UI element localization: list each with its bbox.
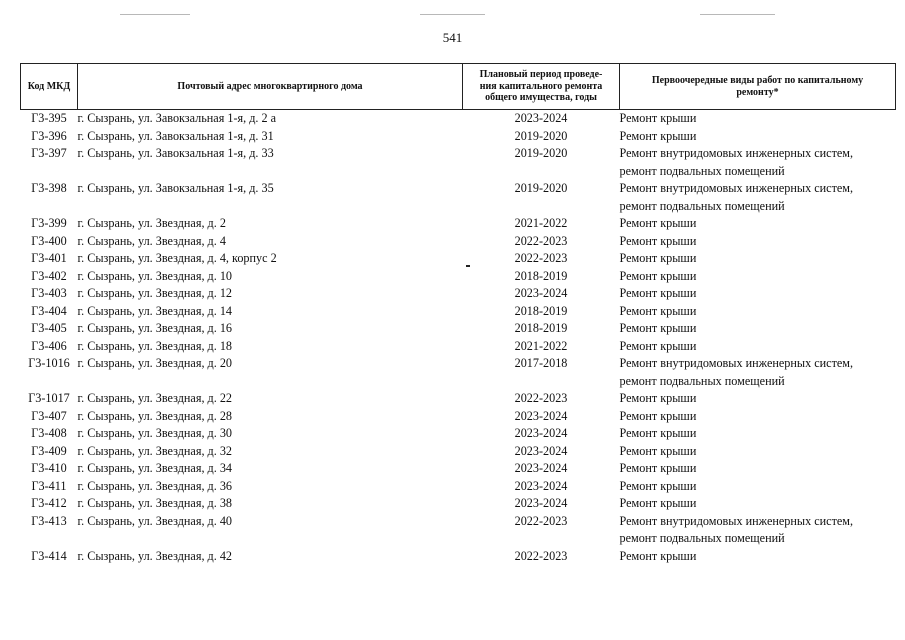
row-address: г. Сызрань, ул. Звездная, д. 38 — [77, 496, 233, 510]
row-period: 2023-2024 — [514, 461, 568, 475]
works-line: Ремонт крыши — [619, 408, 697, 423]
row-period: 2023-2024 — [514, 286, 568, 300]
row-period: 2023-2024 — [514, 426, 568, 440]
row-period: 2023-2024 — [514, 408, 568, 423]
row-works — [620, 425, 896, 443]
row-code: Г3-403 — [31, 286, 67, 300]
works-line: Ремонт внутридомовых инженерных систем, — [619, 181, 854, 195]
row-works — [620, 320, 896, 338]
header-works-line: ремонту* — [736, 86, 779, 98]
works-line: Ремонт крыши — [619, 321, 697, 335]
row-period: 2022-2023 — [514, 513, 568, 528]
scan-artifact — [700, 14, 775, 15]
row-period: 2022-2023 — [514, 548, 568, 563]
row-period: 2023-2024 — [514, 443, 568, 458]
row-period: 2023-2024 — [514, 111, 568, 125]
table-row — [21, 408, 896, 426]
row-works — [620, 408, 896, 426]
row-address: г. Сызрань, ул. Звездная, д. 10 — [77, 268, 233, 283]
table-row — [21, 443, 896, 461]
row-code: Г3-396 — [31, 128, 67, 143]
works-line: ремонт подвальных помещений — [619, 163, 785, 178]
row-period: 2022-2023 — [514, 233, 568, 248]
works-line: Ремонт крыши — [619, 286, 697, 300]
works-line: Ремонт крыши — [619, 478, 697, 493]
row-works — [620, 338, 896, 356]
row-address: г. Сызрань, ул. Звездная, д. 42 — [77, 548, 233, 563]
row-code: Г3-402 — [31, 268, 67, 283]
row-address: г. Сызрань, ул. Звездная, д. 34 — [77, 461, 233, 475]
row-works — [620, 355, 896, 390]
works-line: ремонт подвальных помещений — [619, 373, 785, 388]
row-code: Г3-395 — [31, 111, 67, 125]
works-line: Ремонт внутридомовых инженерных систем, — [619, 356, 854, 370]
works-line: Ремонт крыши — [619, 251, 697, 265]
row-works — [620, 128, 896, 146]
table-row — [21, 390, 896, 408]
row-works — [620, 110, 896, 128]
table-row — [21, 215, 896, 233]
row-address: г. Сызрань, ул. Звездная, д. 12 — [77, 286, 233, 300]
row-code: Г3-414 — [31, 548, 67, 563]
row-address: г. Сызрань, ул. Завокзальная 1-я, д. 2 а — [77, 111, 277, 125]
repair-schedule-table — [20, 63, 896, 565]
row-code: Г3-411 — [31, 478, 67, 493]
table-row — [21, 548, 896, 566]
works-line: ремонт подвальных помещений — [619, 531, 785, 545]
works-line: Ремонт крыши — [619, 443, 697, 458]
works-line: ремонт подвальных помещений — [619, 198, 785, 213]
row-works — [620, 495, 896, 513]
row-code: Г3-406 — [31, 338, 67, 353]
works-line: Ремонт крыши — [619, 268, 697, 283]
table-header-row — [21, 64, 896, 110]
table-row — [21, 478, 896, 496]
table-row — [21, 320, 896, 338]
row-period: 2018-2019 — [514, 303, 568, 318]
table-row — [21, 513, 896, 548]
row-works — [620, 513, 896, 548]
row-address: г. Сызрань, ул. Звездная, д. 22 — [77, 391, 233, 405]
row-code: Г3-397 — [31, 146, 67, 160]
header-code: Код МКД — [21, 64, 78, 110]
page-number: 541 — [442, 30, 463, 45]
header-period-line: Плановый период проведе- — [479, 69, 603, 81]
row-works — [620, 548, 896, 566]
works-line: Ремонт крыши — [619, 496, 697, 510]
table-row — [21, 285, 896, 303]
row-works — [620, 215, 896, 233]
row-period: 2017-2018 — [514, 356, 568, 370]
row-code: Г3-407 — [31, 408, 67, 423]
row-code: Г3-412 — [31, 496, 67, 510]
row-address: г. Сызрань, ул. Звездная, д. 30 — [77, 426, 233, 440]
row-period: 2019-2020 — [514, 181, 568, 195]
row-code: Г3-400 — [31, 233, 67, 248]
row-works — [620, 268, 896, 286]
header-works-line: Первоочередные виды работ по капитальному — [651, 75, 864, 86]
table-row — [21, 128, 896, 146]
table-row — [21, 233, 896, 251]
row-period: 2018-2019 — [514, 268, 568, 283]
row-code: Г3-399 — [31, 216, 67, 230]
row-address: г. Сызрань, ул. Завокзальная 1-я, д. 31 — [77, 128, 274, 143]
row-address: г. Сызрань, ул. Звездная, д. 4 — [77, 233, 226, 248]
table-row — [21, 338, 896, 356]
works-line: Ремонт внутридомовых инженерных систем, — [619, 513, 854, 528]
row-period: 2018-2019 — [514, 321, 568, 335]
header-works — [620, 64, 896, 110]
row-address: г. Сызрань, ул. Завокзальная 1-я, д. 33 — [77, 146, 274, 160]
row-code: Г3-408 — [31, 426, 67, 440]
row-works — [620, 390, 896, 408]
row-works — [620, 250, 896, 268]
scan-artifact — [420, 14, 485, 15]
row-works — [620, 443, 896, 461]
row-code: Г3-1017 — [28, 391, 70, 405]
row-period: 2022-2023 — [514, 251, 568, 265]
row-period: 2022-2023 — [514, 391, 568, 405]
row-address: г. Сызрань, ул. Звездная, д. 16 — [77, 321, 233, 335]
table-row — [21, 250, 896, 268]
works-line: Ремонт крыши — [619, 216, 697, 230]
table-row — [21, 145, 896, 180]
table-row — [21, 495, 896, 513]
works-line: Ремонт крыши — [619, 391, 697, 405]
table-row — [21, 460, 896, 478]
row-address: г. Сызрань, ул. Звездная, д. 4, корпус 2 — [77, 251, 277, 265]
row-period: 2019-2020 — [514, 128, 568, 143]
row-code: Г3-409 — [31, 443, 67, 458]
works-line: Ремонт крыши — [619, 548, 697, 563]
row-address: г. Сызрань, ул. Завокзальная 1-я, д. 35 — [77, 181, 274, 195]
row-address: г. Сызрань, ул. Звездная, д. 40 — [77, 513, 233, 528]
works-line: Ремонт крыши — [619, 111, 697, 125]
row-works — [620, 303, 896, 321]
row-period: 2023-2024 — [514, 478, 568, 493]
header-period-line: общего имущества, годы — [485, 92, 597, 104]
row-address: г. Сызрань, ул. Звездная, д. 28 — [77, 408, 233, 423]
works-line: Ремонт крыши — [619, 303, 697, 318]
row-code: Г3-404 — [31, 303, 67, 318]
row-period: 2019-2020 — [514, 146, 568, 160]
works-line: Ремонт крыши — [619, 461, 697, 475]
table-body — [21, 110, 896, 566]
row-works — [620, 180, 896, 215]
row-works — [620, 233, 896, 251]
row-works — [620, 145, 896, 180]
table-row — [21, 268, 896, 286]
header-period — [463, 64, 620, 110]
row-code: Г3-401 — [31, 251, 67, 265]
row-code: Г3-405 — [31, 321, 67, 335]
works-line: Ремонт крыши — [619, 426, 697, 440]
row-address: г. Сызрань, ул. Звездная, д. 32 — [77, 443, 233, 458]
row-period: 2023-2024 — [514, 496, 568, 510]
row-period: 2021-2022 — [514, 216, 568, 230]
works-line: Ремонт крыши — [619, 128, 697, 143]
table-row — [21, 110, 896, 128]
row-code: Г3-410 — [31, 461, 67, 475]
row-works — [620, 285, 896, 303]
row-works — [620, 460, 896, 478]
works-line: Ремонт крыши — [619, 338, 697, 353]
row-address: г. Сызрань, ул. Звездная, д. 14 — [77, 303, 233, 318]
header-period-line: ния капитального ремонта — [479, 80, 603, 92]
row-period: 2021-2022 — [514, 338, 568, 353]
row-code: Г3-1016 — [28, 356, 70, 370]
row-code: Г3-398 — [31, 181, 67, 195]
header-address: Почтовый адрес многоквартирного дома — [78, 64, 463, 110]
works-line: Ремонт внутридомовых инженерных систем, — [619, 146, 854, 160]
table-row — [21, 425, 896, 443]
scan-artifact — [120, 14, 190, 15]
row-address: г. Сызрань, ул. Звездная, д. 2 — [77, 216, 226, 230]
table-row — [21, 303, 896, 321]
works-line: Ремонт крыши — [619, 233, 697, 248]
table-row — [21, 355, 896, 390]
scan-speck — [466, 265, 470, 267]
row-code: Г3-413 — [31, 513, 67, 528]
row-works — [620, 478, 896, 496]
row-address: г. Сызрань, ул. Звездная, д. 36 — [77, 478, 233, 493]
row-address: г. Сызрань, ул. Звездная, д. 20 — [77, 356, 233, 370]
table-row — [21, 180, 896, 215]
row-address: г. Сызрань, ул. Звездная, д. 18 — [77, 338, 233, 353]
